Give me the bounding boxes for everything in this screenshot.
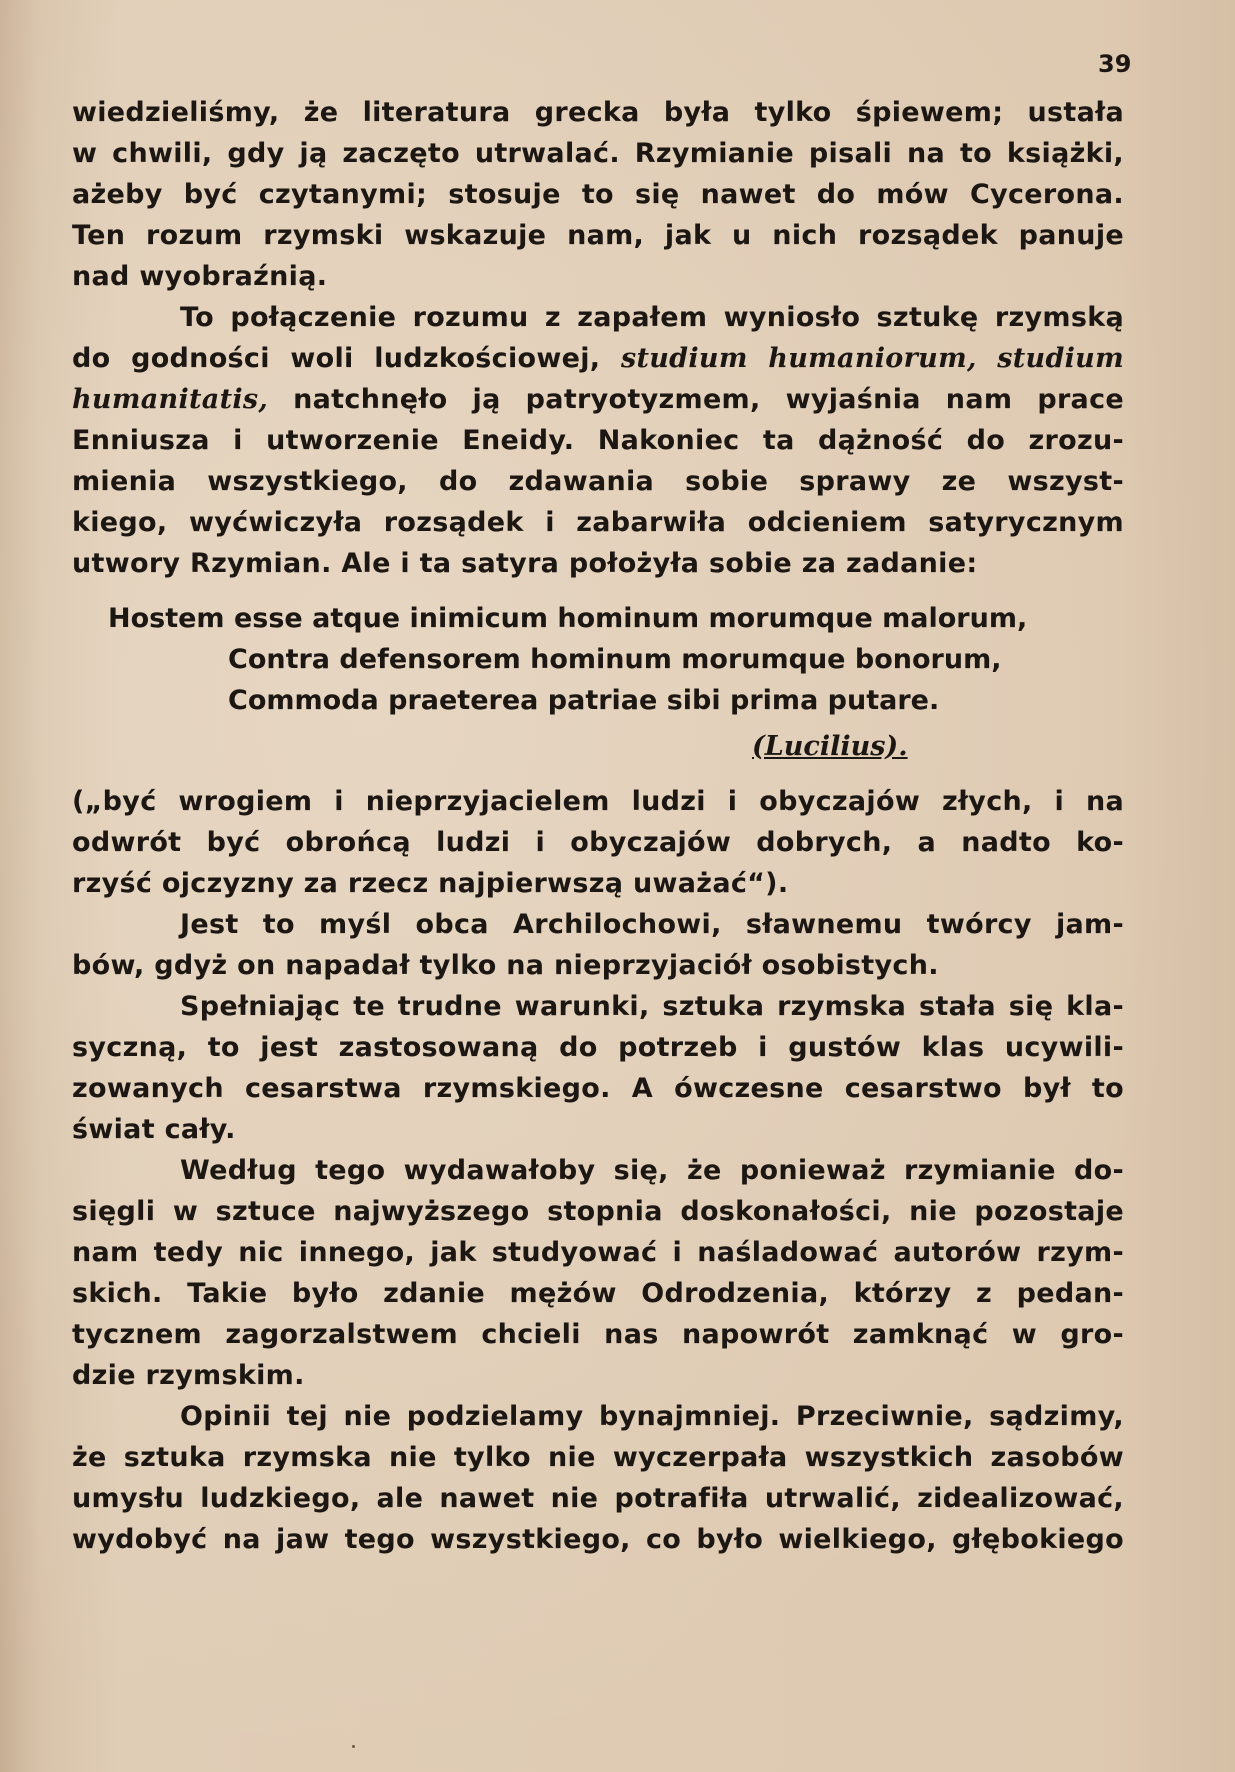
- page-number: 39: [1098, 50, 1132, 78]
- text-line: odwrót być obrońcą ludzi i obyczajów dobrych, a nadto ko-: [72, 827, 1124, 858]
- text-segment: do godności woli ludzkościowej,: [72, 343, 621, 374]
- text-line: bów, gdyż on napadał tylko na nieprzyjaciół osobistych.: [72, 950, 939, 981]
- text-line: Według tego wydawałoby się, że ponieważ rzymianie do-: [180, 1155, 1124, 1186]
- text-line: kiego, wyćwiczyła rozsądek i zabarwiła odcieniem satyrycznym: [72, 507, 1124, 538]
- text-line: nad wyobraźnią.: [72, 261, 328, 292]
- text-line: mienia wszystkiego, do zdawania sobie sprawy ze wszyst-: [72, 466, 1124, 497]
- text-line: Jest to myśl obca Archilochowi, sławnemu twórcy jam-: [180, 909, 1124, 940]
- text-line: To połączenie rozumu z zapałem wyniosło sztukę rzymską: [180, 302, 1124, 333]
- text-line: wydobyć na jaw tego wszystkiego, co było wielkiego, głębokiego: [72, 1524, 1124, 1555]
- text-line: [72, 338, 1124, 379]
- text-line: utwory Rzymian. Ale i ta satyra położyła sobie za zadanie:: [72, 548, 978, 579]
- text-line: sięgli w sztuce najwyższego stopnia doskonałości, nie pozostaje: [72, 1196, 1124, 1227]
- text-line: skich. Takie było zdanie mężów Odrodzenia, którzy z pedan-: [72, 1278, 1124, 1309]
- verse-line: Contra defensorem hominum morumque bonorum,: [228, 644, 1002, 675]
- latin-phrase: studium humaniorum, studium: [620, 343, 1124, 374]
- text-line: wiedzieliśmy, że literatura grecka była tylko śpiewem; ustała: [72, 97, 1124, 128]
- paper-speck: [352, 1745, 355, 1748]
- text-line: zowanych cesarstwa rzymskiego. A ówczesne cesarstwo był to: [72, 1073, 1124, 1104]
- text-line: Ten rozum rzymski wskazuje nam, jak u nich rozsądek panuje: [72, 220, 1124, 251]
- text-line: nam tedy nic innego, jak studyować i naśladować autorów rzym-: [72, 1237, 1124, 1268]
- text-line: umysłu ludzkiego, ale nawet nie potrafiła utrwalić, zidealizować,: [72, 1483, 1124, 1514]
- text-line: („być wrogiem i nieprzyjacielem ludzi i obyczajów złych, i na: [72, 786, 1124, 817]
- text-line: syczną, to jest zastosowaną do potrzeb i gustów klas ucywili-: [72, 1032, 1124, 1063]
- text-line: świat cały.: [72, 1114, 236, 1145]
- text-line: rzyść ojczyzny za rzecz najpierwszą uważać“).: [72, 868, 789, 899]
- text-line: w chwili, gdy ją zaczęto utrwalać. Rzymianie pisali na to książki,: [72, 138, 1124, 169]
- verse-line: Hostem esse atque inimicum hominum morumque malorum,: [108, 603, 1028, 634]
- text-line: dzie rzymskim.: [72, 1360, 305, 1391]
- page-body: [72, 92, 1124, 1560]
- text-line: ażeby być czytanymi; stosuje to się nawet do mów Cycerona.: [72, 179, 1124, 210]
- text-line: że sztuka rzymska nie tylko nie wyczerpała wszystkich zasobów: [72, 1442, 1124, 1473]
- text-segment: natchnęło ją patryotyzmem, wyjaśnia nam prace: [268, 384, 1124, 415]
- text-line: Opinii tej nie podzielamy bynajmniej. Przeciwnie, sądzimy,: [180, 1401, 1124, 1432]
- text-line: [72, 379, 1124, 420]
- text-line: Spełniając te trudne warunki, sztuka rzymska stała się kla-: [180, 991, 1124, 1022]
- verse-attribution: (Lucilius).: [752, 731, 908, 762]
- verse-line: Commoda praeterea patriae sibi prima putare.: [228, 685, 940, 716]
- latin-phrase: humanitatis,: [72, 384, 269, 415]
- text-line: tycznem zagorzalstwem chcieli nas napowrót zamknąć w gro-: [72, 1319, 1124, 1350]
- text-line: Enniusza i utworzenie Eneidy. Nakoniec ta dążność do zrozu-: [72, 425, 1124, 456]
